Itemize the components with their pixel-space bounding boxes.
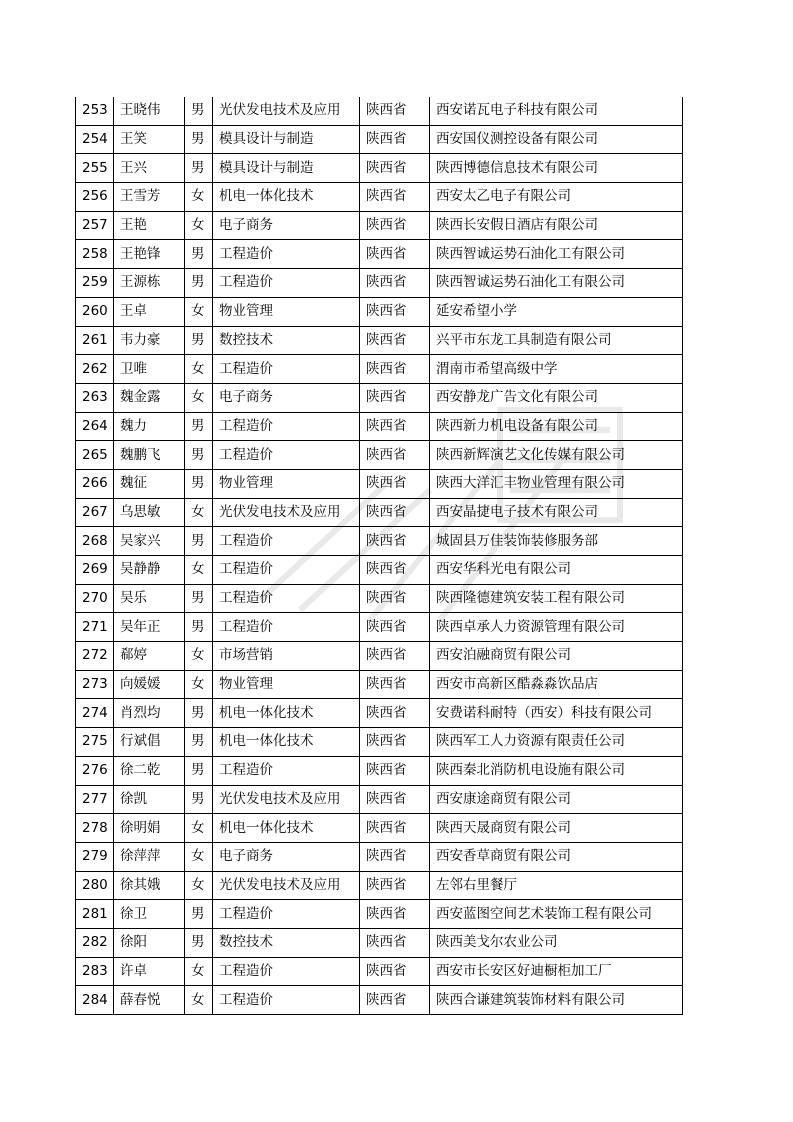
employer-cell: 西安华科光电有限公司 — [430, 556, 683, 585]
employer-cell: 西安市长安区好迪橱柜加工厂 — [430, 957, 683, 986]
name-cell: 薛春悦 — [114, 986, 185, 1015]
major-cell: 机电一体化技术 — [213, 728, 360, 757]
employer-cell: 西安太乙电子有限公司 — [430, 183, 683, 212]
name-cell: 乌思敏 — [114, 498, 185, 527]
row-number-cell: 277 — [76, 785, 114, 814]
gender-cell: 女 — [185, 183, 213, 212]
table-row — [76, 240, 683, 269]
row-number-cell: 275 — [76, 728, 114, 757]
row-number-cell: 279 — [76, 842, 114, 871]
major-cell: 电子商务 — [213, 211, 360, 240]
row-number-cell: 284 — [76, 986, 114, 1015]
name-cell: 魏鹏飞 — [114, 441, 185, 470]
province-cell: 陕西省 — [360, 97, 430, 125]
table-row — [76, 842, 683, 871]
row-number-cell: 260 — [76, 297, 114, 326]
table-row — [76, 498, 683, 527]
name-cell: 徐其娥 — [114, 871, 185, 900]
row-number-cell: 271 — [76, 613, 114, 642]
table-row — [76, 584, 683, 613]
row-number-cell: 272 — [76, 642, 114, 671]
employer-cell: 陕西新力机电设备有限公司 — [430, 412, 683, 441]
employer-cell: 陕西博德信息技术有限公司 — [430, 154, 683, 183]
gender-cell: 男 — [185, 728, 213, 757]
major-cell: 物业管理 — [213, 469, 360, 498]
major-cell: 工程造价 — [213, 957, 360, 986]
gender-cell: 男 — [185, 412, 213, 441]
name-cell: 王晓伟 — [114, 97, 185, 125]
gender-cell: 男 — [185, 441, 213, 470]
province-cell: 陕西省 — [360, 728, 430, 757]
major-cell: 光伏发电技术及应用 — [213, 871, 360, 900]
table-row — [76, 154, 683, 183]
province-cell: 陕西省 — [360, 441, 430, 470]
employer-cell: 西安康途商贸有限公司 — [430, 785, 683, 814]
province-cell: 陕西省 — [360, 785, 430, 814]
row-number-cell: 258 — [76, 240, 114, 269]
province-cell: 陕西省 — [360, 814, 430, 843]
row-number-cell: 278 — [76, 814, 114, 843]
province-cell: 陕西省 — [360, 842, 430, 871]
table-row — [76, 728, 683, 757]
employer-cell: 西安国仪测控设备有限公司 — [430, 125, 683, 154]
employer-cell: 陕西秦北消防机电设施有限公司 — [430, 756, 683, 785]
gender-cell: 女 — [185, 670, 213, 699]
province-cell: 陕西省 — [360, 900, 430, 929]
major-cell: 工程造价 — [213, 613, 360, 642]
gender-cell: 男 — [185, 584, 213, 613]
row-number-cell: 264 — [76, 412, 114, 441]
major-cell: 光伏发电技术及应用 — [213, 785, 360, 814]
province-cell: 陕西省 — [360, 642, 430, 671]
province-cell: 陕西省 — [360, 469, 430, 498]
employer-cell: 陕西军工人力资源有限责任公司 — [430, 728, 683, 757]
table-row — [76, 756, 683, 785]
employer-cell: 陕西长安假日酒店有限公司 — [430, 211, 683, 240]
row-number-cell: 257 — [76, 211, 114, 240]
row-number-cell: 268 — [76, 527, 114, 556]
employer-cell: 陕西卓承人力资源管理有限公司 — [430, 613, 683, 642]
row-number-cell: 281 — [76, 900, 114, 929]
name-cell: 徐明娟 — [114, 814, 185, 843]
gender-cell: 男 — [185, 900, 213, 929]
major-cell: 工程造价 — [213, 527, 360, 556]
graduate-employment-table — [75, 97, 683, 1015]
table-row — [76, 211, 683, 240]
table-row — [76, 814, 683, 843]
province-cell: 陕西省 — [360, 556, 430, 585]
table-row — [76, 297, 683, 326]
employer-cell: 陕西天晟商贸有限公司 — [430, 814, 683, 843]
province-cell: 陕西省 — [360, 269, 430, 298]
gender-cell: 女 — [185, 297, 213, 326]
employer-cell: 陕西智诚运势石油化工有限公司 — [430, 240, 683, 269]
name-cell: 魏力 — [114, 412, 185, 441]
gender-cell: 女 — [185, 355, 213, 384]
employer-cell: 安费诺科耐特（西安）科技有限公司 — [430, 699, 683, 728]
major-cell: 工程造价 — [213, 900, 360, 929]
province-cell: 陕西省 — [360, 957, 430, 986]
table-row — [76, 613, 683, 642]
major-cell: 工程造价 — [213, 986, 360, 1015]
employer-cell: 陕西合谦建筑装饰材料有限公司 — [430, 986, 683, 1015]
row-number-cell: 265 — [76, 441, 114, 470]
province-cell: 陕西省 — [360, 183, 430, 212]
name-cell: 徐萍萍 — [114, 842, 185, 871]
major-cell: 工程造价 — [213, 584, 360, 613]
province-cell: 陕西省 — [360, 125, 430, 154]
table-row — [76, 355, 683, 384]
table-row — [76, 125, 683, 154]
major-cell: 数控技术 — [213, 326, 360, 355]
employer-cell: 陕西大洋汇丰物业管理有限公司 — [430, 469, 683, 498]
table-row — [76, 556, 683, 585]
province-cell: 陕西省 — [360, 297, 430, 326]
gender-cell: 女 — [185, 986, 213, 1015]
employer-cell: 西安诺瓦电子科技有限公司 — [430, 97, 683, 125]
row-number-cell: 274 — [76, 699, 114, 728]
gender-cell: 男 — [185, 125, 213, 154]
province-cell: 陕西省 — [360, 211, 430, 240]
table-body — [76, 97, 683, 1015]
table-row — [76, 183, 683, 212]
gender-cell: 男 — [185, 326, 213, 355]
gender-cell: 男 — [185, 699, 213, 728]
name-cell: 吴静静 — [114, 556, 185, 585]
major-cell: 模具设计与制造 — [213, 125, 360, 154]
major-cell: 工程造价 — [213, 756, 360, 785]
table-row — [76, 469, 683, 498]
table-row — [76, 785, 683, 814]
gender-cell: 男 — [185, 154, 213, 183]
employer-cell: 西安市高新区酷淼淼饮品店 — [430, 670, 683, 699]
major-cell: 光伏发电技术及应用 — [213, 97, 360, 125]
gender-cell: 女 — [185, 957, 213, 986]
employer-cell: 陕西智诚运势石油化工有限公司 — [430, 269, 683, 298]
major-cell: 机电一体化技术 — [213, 183, 360, 212]
major-cell: 模具设计与制造 — [213, 154, 360, 183]
gender-cell: 女 — [185, 842, 213, 871]
province-cell: 陕西省 — [360, 584, 430, 613]
table-row — [76, 670, 683, 699]
name-cell: 王兴 — [114, 154, 185, 183]
province-cell: 陕西省 — [360, 355, 430, 384]
table-row — [76, 642, 683, 671]
employer-cell: 西安静龙广告文化有限公司 — [430, 383, 683, 412]
employer-cell: 西安晶捷电子技术有限公司 — [430, 498, 683, 527]
name-cell: 徐凯 — [114, 785, 185, 814]
name-cell: 卫唯 — [114, 355, 185, 384]
major-cell: 机电一体化技术 — [213, 814, 360, 843]
gender-cell: 男 — [185, 785, 213, 814]
name-cell: 王源栋 — [114, 269, 185, 298]
major-cell: 工程造价 — [213, 441, 360, 470]
row-number-cell: 269 — [76, 556, 114, 585]
gender-cell: 女 — [185, 556, 213, 585]
province-cell: 陕西省 — [360, 756, 430, 785]
employer-cell: 西安泊融商贸有限公司 — [430, 642, 683, 671]
province-cell: 陕西省 — [360, 154, 430, 183]
name-cell: 肖烈均 — [114, 699, 185, 728]
gender-cell: 女 — [185, 871, 213, 900]
gender-cell: 女 — [185, 642, 213, 671]
major-cell: 数控技术 — [213, 928, 360, 957]
province-cell: 陕西省 — [360, 240, 430, 269]
employer-cell: 西安香草商贸有限公司 — [430, 842, 683, 871]
row-number-cell: 261 — [76, 326, 114, 355]
table-row — [76, 527, 683, 556]
table-row — [76, 699, 683, 728]
name-cell: 王艳 — [114, 211, 185, 240]
name-cell: 王卓 — [114, 297, 185, 326]
name-cell: 王笑 — [114, 125, 185, 154]
gender-cell: 男 — [185, 469, 213, 498]
name-cell: 徐二乾 — [114, 756, 185, 785]
row-number-cell: 262 — [76, 355, 114, 384]
name-cell: 郗婷 — [114, 642, 185, 671]
name-cell: 徐卫 — [114, 900, 185, 929]
row-number-cell: 255 — [76, 154, 114, 183]
table-row — [76, 871, 683, 900]
employer-cell: 陕西美戈尔农业公司 — [430, 928, 683, 957]
province-cell: 陕西省 — [360, 498, 430, 527]
row-number-cell: 266 — [76, 469, 114, 498]
row-number-cell: 270 — [76, 584, 114, 613]
province-cell: 陕西省 — [360, 699, 430, 728]
province-cell: 陕西省 — [360, 412, 430, 441]
gender-cell: 男 — [185, 97, 213, 125]
row-number-cell: 283 — [76, 957, 114, 986]
gender-cell: 女 — [185, 211, 213, 240]
major-cell: 工程造价 — [213, 269, 360, 298]
major-cell: 电子商务 — [213, 842, 360, 871]
province-cell: 陕西省 — [360, 986, 430, 1015]
row-number-cell: 254 — [76, 125, 114, 154]
major-cell: 物业管理 — [213, 670, 360, 699]
name-cell: 魏金露 — [114, 383, 185, 412]
major-cell: 电子商务 — [213, 383, 360, 412]
gender-cell: 女 — [185, 498, 213, 527]
employer-cell: 兴平市东龙工具制造有限公司 — [430, 326, 683, 355]
table-row — [76, 269, 683, 298]
table-row — [76, 957, 683, 986]
employer-cell: 城固县万佳装饰装修服务部 — [430, 527, 683, 556]
name-cell: 吴乐 — [114, 584, 185, 613]
name-cell: 王雪芳 — [114, 183, 185, 212]
row-number-cell: 256 — [76, 183, 114, 212]
major-cell: 工程造价 — [213, 355, 360, 384]
major-cell: 工程造价 — [213, 240, 360, 269]
employer-cell: 西安蓝图空间艺术装饰工程有限公司 — [430, 900, 683, 929]
table-row — [76, 900, 683, 929]
name-cell: 向媛媛 — [114, 670, 185, 699]
employer-cell: 陕西新辉演艺文化传媒有限公司 — [430, 441, 683, 470]
major-cell: 物业管理 — [213, 297, 360, 326]
province-cell: 陕西省 — [360, 326, 430, 355]
major-cell: 市场营销 — [213, 642, 360, 671]
province-cell: 陕西省 — [360, 670, 430, 699]
major-cell: 光伏发电技术及应用 — [213, 498, 360, 527]
major-cell: 工程造价 — [213, 412, 360, 441]
name-cell: 王艳锋 — [114, 240, 185, 269]
province-cell: 陕西省 — [360, 613, 430, 642]
table-row — [76, 412, 683, 441]
gender-cell: 男 — [185, 240, 213, 269]
table-row — [76, 928, 683, 957]
major-cell: 机电一体化技术 — [213, 699, 360, 728]
major-cell: 工程造价 — [213, 556, 360, 585]
gender-cell: 男 — [185, 269, 213, 298]
row-number-cell: 276 — [76, 756, 114, 785]
row-number-cell: 253 — [76, 97, 114, 125]
employer-cell: 左邻右里餐厅 — [430, 871, 683, 900]
province-cell: 陕西省 — [360, 383, 430, 412]
row-number-cell: 267 — [76, 498, 114, 527]
province-cell: 陕西省 — [360, 871, 430, 900]
gender-cell: 男 — [185, 613, 213, 642]
table-row — [76, 326, 683, 355]
table-row — [76, 441, 683, 470]
row-number-cell: 282 — [76, 928, 114, 957]
gender-cell: 女 — [185, 814, 213, 843]
employer-cell: 渭南市希望高级中学 — [430, 355, 683, 384]
row-number-cell: 273 — [76, 670, 114, 699]
row-number-cell: 280 — [76, 871, 114, 900]
table-row — [76, 986, 683, 1015]
name-cell: 魏征 — [114, 469, 185, 498]
gender-cell: 男 — [185, 756, 213, 785]
province-cell: 陕西省 — [360, 527, 430, 556]
gender-cell: 男 — [185, 928, 213, 957]
name-cell: 韦力豪 — [114, 326, 185, 355]
name-cell: 许卓 — [114, 957, 185, 986]
gender-cell: 男 — [185, 527, 213, 556]
table-row — [76, 383, 683, 412]
province-cell: 陕西省 — [360, 928, 430, 957]
table-row — [76, 97, 683, 125]
employer-cell: 陕西隆德建筑安装工程有限公司 — [430, 584, 683, 613]
gender-cell: 女 — [185, 383, 213, 412]
name-cell: 吴家兴 — [114, 527, 185, 556]
row-number-cell: 259 — [76, 269, 114, 298]
name-cell: 吴年正 — [114, 613, 185, 642]
name-cell: 徐阳 — [114, 928, 185, 957]
employer-cell: 延安希望小学 — [430, 297, 683, 326]
row-number-cell: 263 — [76, 383, 114, 412]
name-cell: 行斌倡 — [114, 728, 185, 757]
